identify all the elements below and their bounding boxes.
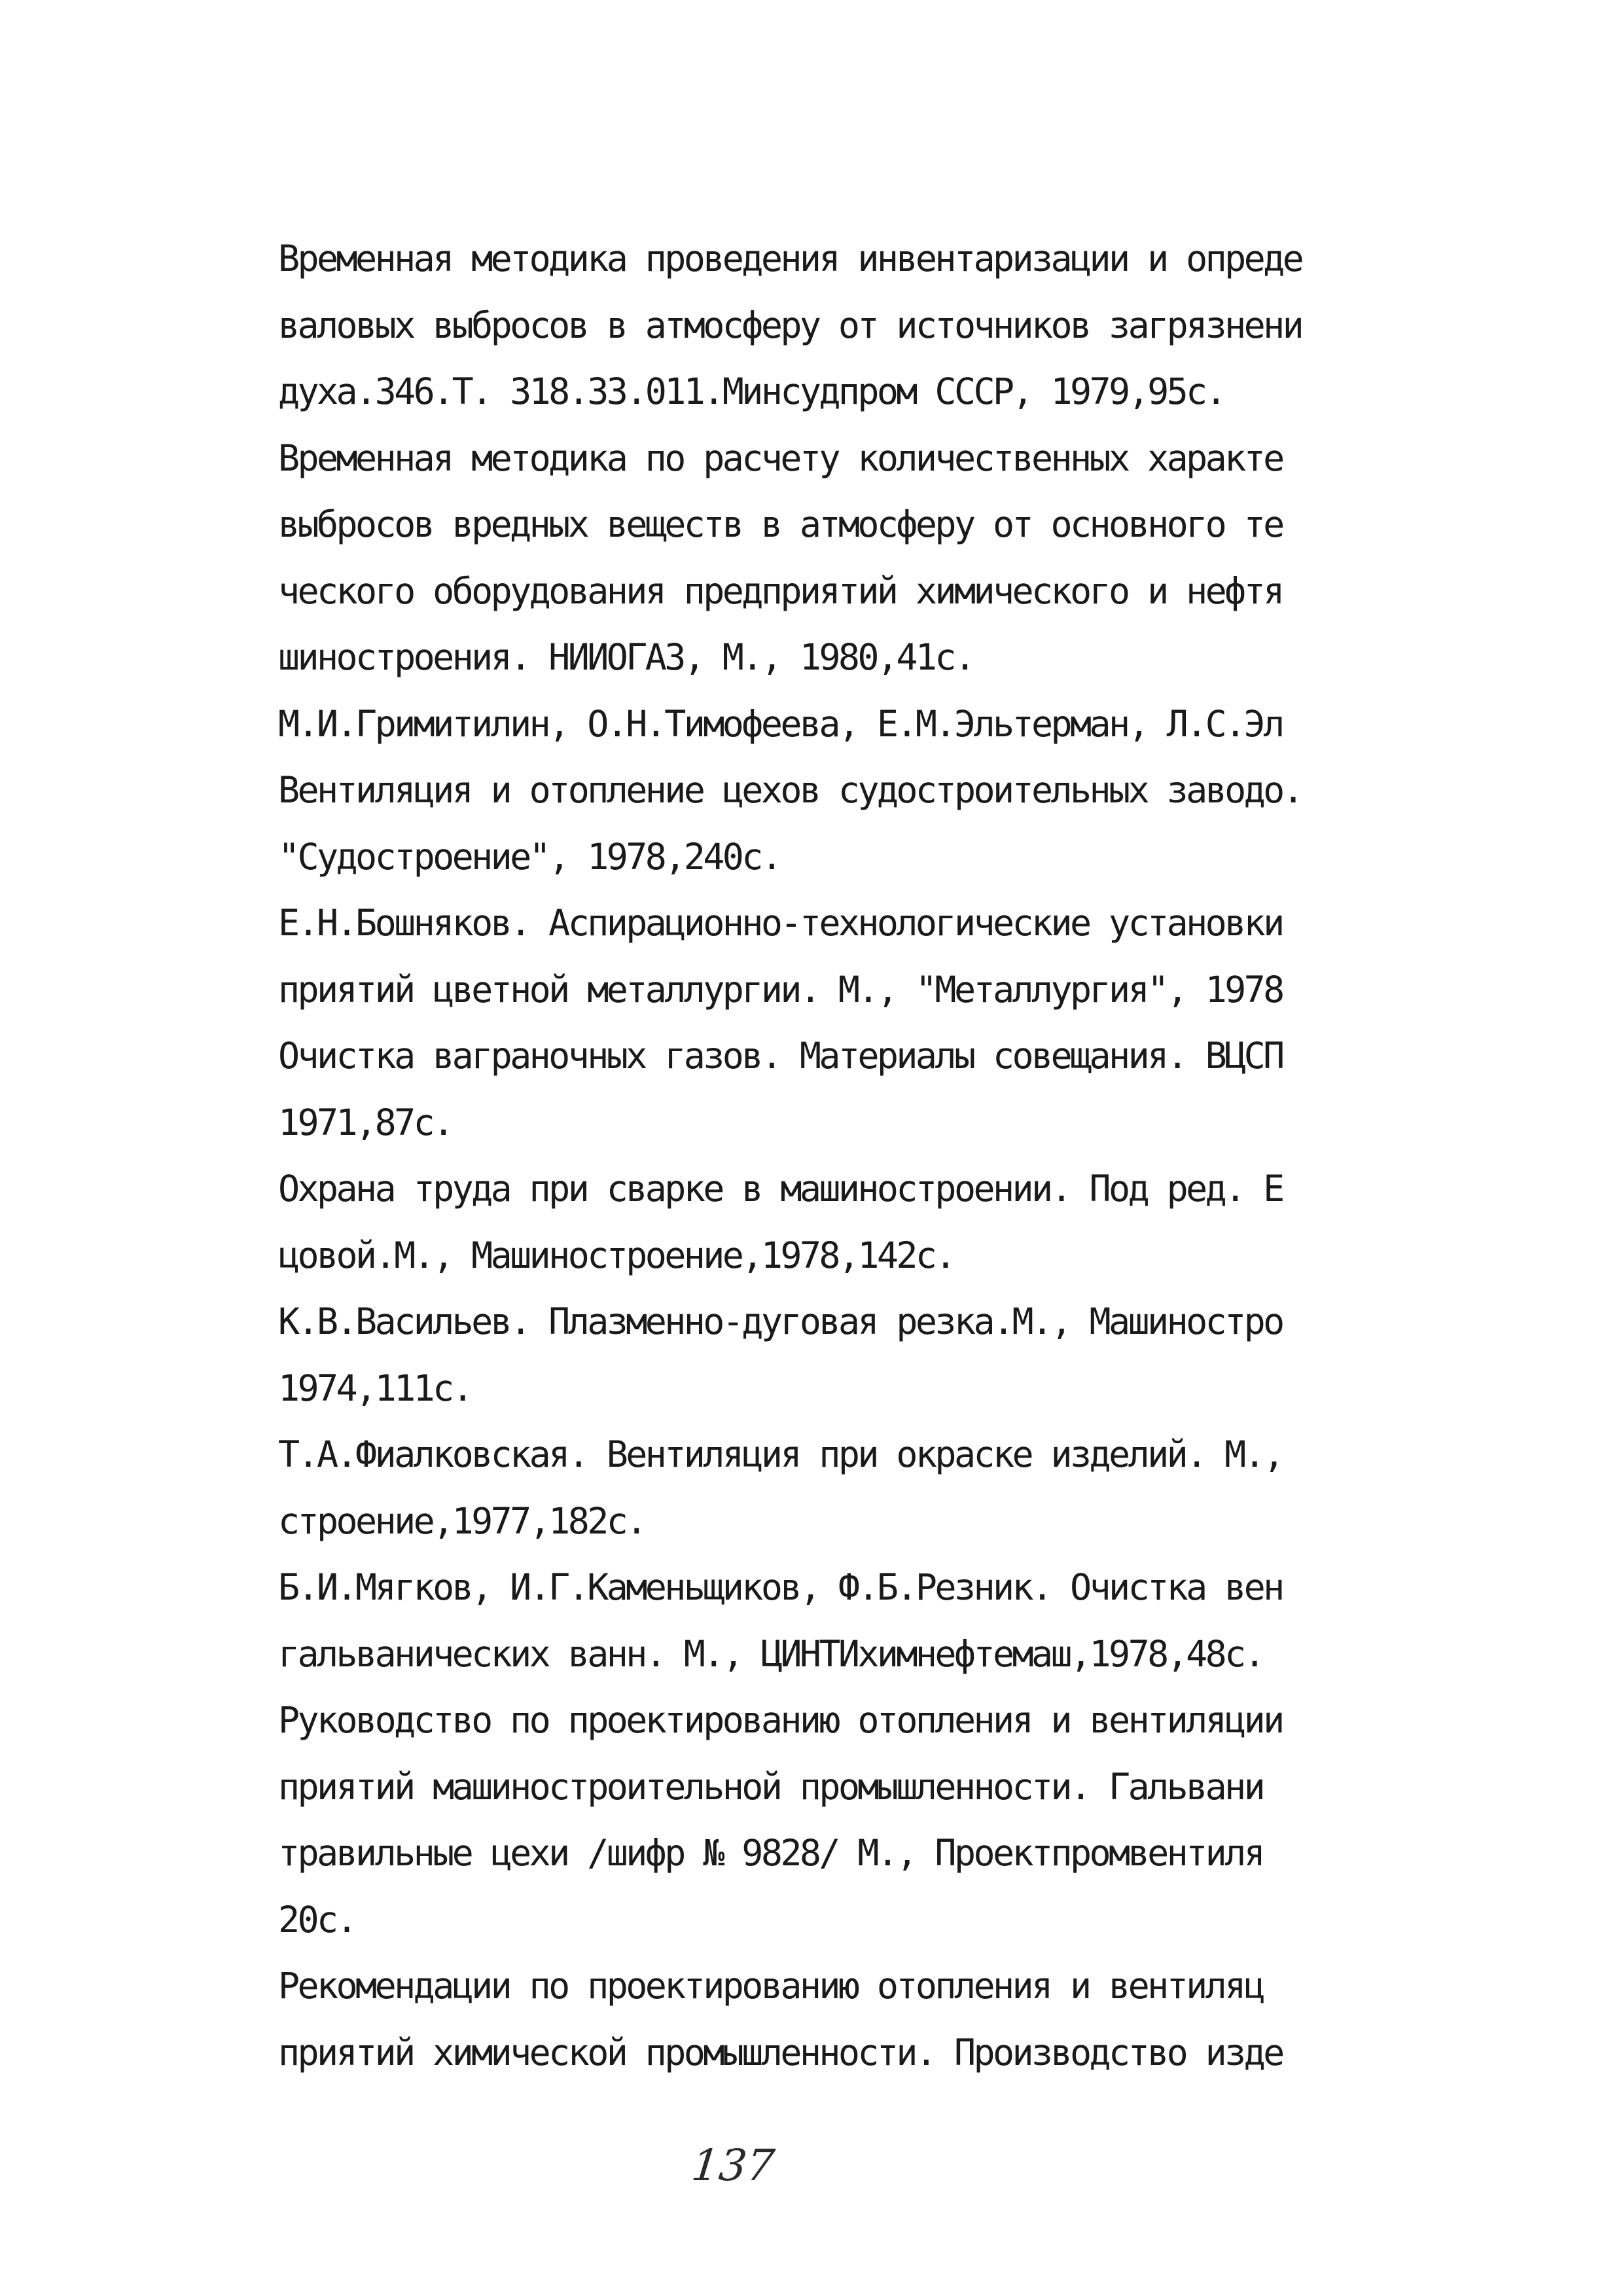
text-line: приятий цветной металлургии. М., "Металлургия", 1978 (278, 968, 1283, 1011)
text-line: К.В.Васильев. Плазменно-дуговая резка.М., Машиностро (278, 1300, 1283, 1342)
bibliography-text (278, 226, 1345, 2086)
text-line: духа.346.Т. 318.33.011.Минсудпром СССР, 1979,95с. (278, 370, 1225, 412)
text-line: Вентиляция и отопление цехов судостроительных заводо. (278, 769, 1302, 811)
text-line: Руководство по проектированию отопления и вентиляции (278, 1699, 1283, 1741)
text-line: Временная методика по расчету количественных характе (278, 437, 1283, 479)
text-line: выбросов вредных веществ в атмосферу от основного те (278, 503, 1283, 545)
text-line: Е.Н.Бошняков. Аспирационно-технологические установки (278, 902, 1283, 944)
text-line: Охрана труда при сварке в машиностроении. Под ред. Е (278, 1168, 1283, 1210)
text-line: гальванических ванн. М., ЦИНТИхимнефтемаш,1978,48с. (278, 1632, 1264, 1675)
text-line: цовой.М., Машиностроение,1978,142с. (278, 1234, 954, 1276)
text-line: шиностроения. НИИОГАЗ, М., 1980,41с. (278, 636, 974, 678)
page-number: 137 (688, 2140, 777, 2191)
text-line: Б.И.Мягков, И.Г.Каменьщиков, Ф.Б.Резник. Очистка вен (278, 1566, 1283, 1608)
text-line: приятий машиностроительной промышленности. Гальвани (278, 1765, 1264, 1808)
text-line: приятий химической промышленности. Производство изде (278, 2031, 1283, 2073)
text-line: валовых выбросов в атмосферу от источников загрязнени (278, 304, 1302, 346)
text-line: 1971,87с. (278, 1101, 452, 1143)
text-line: 20с. (278, 1898, 356, 1941)
text-line: 1974,111с. (278, 1367, 472, 1409)
text-line: Т.А.Фиалковская. Вентиляция при окраске изделий. М., (278, 1433, 1283, 1475)
text-line: М.И.Гримитилин, О.Н.Тимофеева, Е.М.Эльтерман, Л.С.Эл (278, 702, 1283, 745)
text-line: ческого оборудования предприятий химического и нефтя (278, 569, 1283, 612)
text-line: Рекомендации по проектированию отопления и вентиляц (278, 1965, 1264, 2007)
text-line: травильные цехи /шифр № 9828/ М., Проектпромвентиля (278, 1832, 1264, 1874)
text-line: Очистка ваграночных газов. Материалы совещания. ВЦСП (278, 1035, 1283, 1077)
text-line: Временная методика проведения инвентаризации и опреде (278, 238, 1302, 279)
text-line: строение,1977,182с. (278, 1499, 645, 1542)
text-line: "Судостроение", 1978,240с. (278, 835, 781, 878)
